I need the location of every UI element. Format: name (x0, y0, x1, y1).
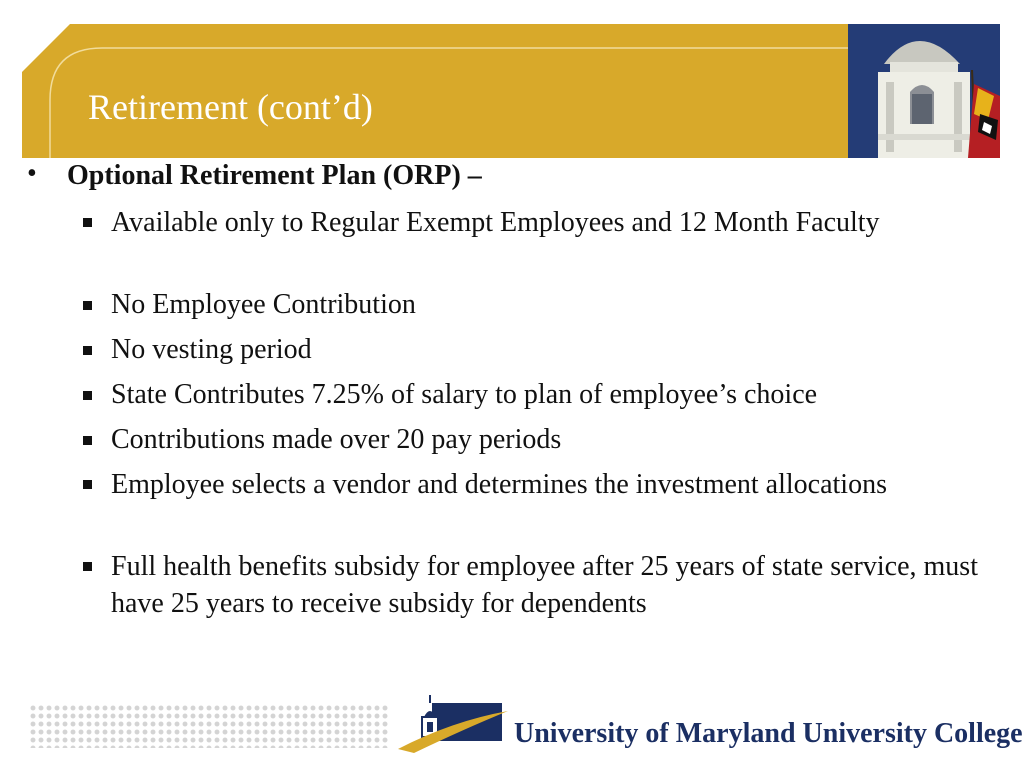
square-bullet-icon (83, 562, 92, 571)
square-bullet-icon (83, 480, 92, 489)
header-banner (0, 0, 1024, 158)
square-bullet-icon (83, 391, 92, 400)
square-bullet-icon (83, 301, 92, 310)
list-item: No Employee Contribution (111, 289, 416, 320)
dot-pattern (29, 704, 389, 748)
list-item: Employee selects a vendor and determines the investment allocations (111, 469, 887, 500)
clock-tower-icon (848, 24, 1000, 158)
umuc-logo-icon (398, 695, 510, 753)
square-bullet-icon (83, 218, 92, 227)
institution-name: University of Maryland University College (514, 718, 1023, 749)
list-item: Available only to Regular Exempt Employees and 12 Month Faculty (111, 207, 880, 238)
plan-heading: Optional Retirement Plan (ORP) – (67, 160, 482, 191)
slide-title: Retirement (cont’d) (88, 87, 373, 127)
list-item: Full health benefits subsidy for employee after 25 years of state service, must have 25 years to receive subsidy for dependents (111, 551, 978, 619)
square-bullet-icon (83, 346, 92, 355)
square-bullet-icon (83, 436, 92, 445)
round-bullet: • (27, 158, 37, 189)
list-item: State Contributes 7.25% of salary to plan of employee’s choice (111, 379, 818, 410)
list-item: No vesting period (111, 334, 312, 365)
list-item: Contributions made over 20 pay periods (111, 424, 562, 455)
cupola-photo (848, 24, 1000, 158)
